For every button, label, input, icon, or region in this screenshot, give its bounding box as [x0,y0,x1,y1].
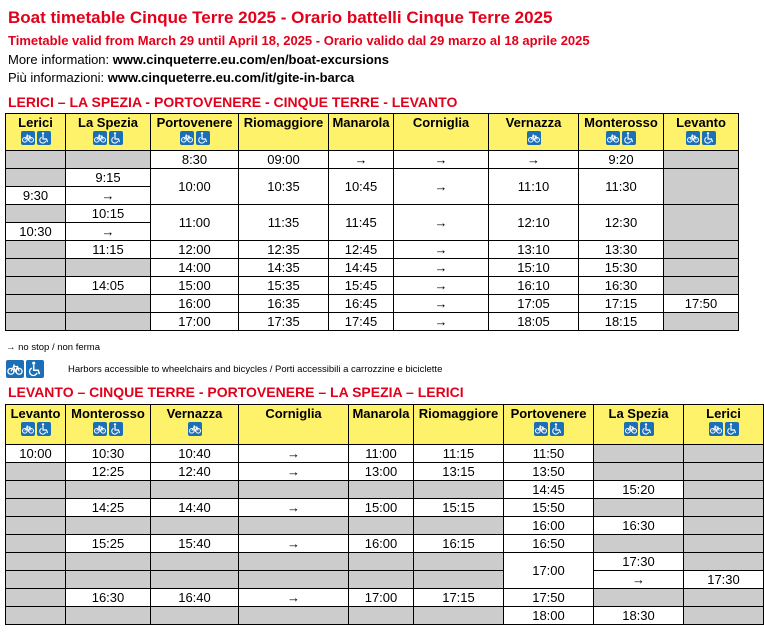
table-cell [239,517,349,535]
header-label: Portovenere [156,115,233,130]
table-cell [684,589,764,607]
table-cell: 16:10 [489,277,579,295]
table-cell: 14:45 [504,481,594,499]
table-cell [684,445,764,463]
table-row [6,241,739,259]
table-cell: 15:30 [579,259,664,277]
table-cell: → [239,535,349,553]
wheelchair-icon [622,131,636,145]
table-cell [594,499,684,517]
bicycle-icon [624,422,638,436]
table-row [6,205,739,223]
header-label: Corniglia [265,406,322,421]
table-cell: → [489,151,579,169]
table-cell [6,607,66,625]
table-cell: → [394,169,489,205]
table-cell: → [394,295,489,313]
table-cell [594,463,684,481]
table-cell: 12:25 [66,463,151,481]
table-cell: 16:35 [239,295,329,313]
route1-header-row [6,114,739,151]
table-cell: 15:25 [66,535,151,553]
table-row [6,295,739,313]
bicycle-icon [686,131,700,145]
table-cell [684,481,764,499]
table-cell [151,571,239,589]
table-cell: 15:10 [489,259,579,277]
bicycle-icon [180,131,194,145]
header-label: La Spezia [608,406,669,421]
table-row [6,445,764,463]
wheelchair-icon [196,131,210,145]
table-cell: 14:25 [66,499,151,517]
table-cell: 17:00 [151,313,239,331]
table-cell: 14:45 [329,259,394,277]
table-cell: 17:00 [504,553,594,589]
table-cell: → [394,205,489,241]
header-label: Levanto [10,406,61,421]
table-cell: 11:30 [579,169,664,205]
table-cell: 16:30 [594,517,684,535]
table-cell [664,169,739,205]
table-cell: → [239,445,349,463]
table-cell: 16:50 [504,535,594,553]
accessibility-icons [151,422,238,436]
route1-title: LERICI – LA SPEZIA - PORTOVENERE - CINQUE TERRE - LEVANTO [8,94,458,110]
table-cell: 18:15 [579,313,664,331]
table-cell: 10:00 [151,169,239,205]
bicycle-icon [93,131,107,145]
table-cell: 15:15 [414,499,504,517]
table-cell: 09:00 [239,151,329,169]
table-cell: 15:50 [504,499,594,517]
table-cell: 17:30 [594,553,684,571]
accessibility-icons [664,131,738,145]
table-cell [684,607,764,625]
route2-header-lerici [684,405,764,445]
accessibility-icons [579,131,663,145]
table-cell [594,589,684,607]
table-cell [664,205,739,241]
table-cell: → [394,151,489,169]
bicycle-icon [527,131,541,145]
table-cell: 8:30 [151,151,239,169]
table-cell: 11:10 [489,169,579,205]
route2-header-riomaggiore [414,405,504,445]
table-row [6,553,764,571]
table-row [6,481,764,499]
table-cell: 11:50 [504,445,594,463]
bicycle-icon [21,131,35,145]
route2-timetable [5,404,764,625]
table-row [6,151,739,169]
table-cell: 17:35 [239,313,329,331]
table-cell: 12:35 [239,241,329,259]
table-cell: 16:15 [414,535,504,553]
table-cell [6,463,66,481]
table-cell: 13:30 [579,241,664,259]
table-cell: 11:00 [349,445,414,463]
table-cell [66,313,151,331]
table-cell: 12:00 [151,241,239,259]
header-label: Riomaggiore [418,406,499,421]
table-row [6,517,764,535]
table-cell [66,151,151,169]
route1-timetable [5,113,739,331]
wheelchair-icon [37,131,51,145]
table-cell [414,517,504,535]
route1-header-vernazza [489,114,579,151]
bicycle-icon [21,422,35,436]
table-cell [6,295,66,313]
table-cell [414,607,504,625]
bicycle-icon [93,422,107,436]
header-label: Levanto [676,115,726,130]
table-cell [664,277,739,295]
route2-header-monterosso [66,405,151,445]
table-cell: 11:15 [66,241,151,259]
table-cell [66,607,151,625]
accessibility-icons [66,131,150,145]
wheelchair-icon [702,131,716,145]
route2-header-portovenere [504,405,594,445]
legend-accessible: Harbors accessible to wheelchairs and bicycles / Porti accessibili a carrozzine e biciclette [68,364,443,375]
table-cell: 16:30 [66,589,151,607]
route1-header-manarola [329,114,394,151]
header-label: Portovenere [510,406,587,421]
accessibility-icons [6,131,65,145]
table-cell: 16:00 [151,295,239,313]
wheelchair-icon [109,131,123,145]
table-cell: 15:00 [349,499,414,517]
table-cell [664,313,739,331]
table-cell: 11:35 [239,205,329,241]
route1-header-riomaggiore [239,114,329,151]
table-cell: 10:35 [239,169,329,205]
table-row [6,571,764,589]
table-row [6,259,739,277]
table-cell: 13:15 [414,463,504,481]
route1-header-portovenere [151,114,239,151]
bicycle-icon [606,131,620,145]
route1-header-levanto [664,114,739,151]
route1-header-corniglia [394,114,489,151]
header-label: Corniglia [412,115,470,130]
table-cell: 18:30 [594,607,684,625]
accessibility-icons [594,422,683,436]
header-label: Lerici [706,406,741,421]
table-cell [6,481,66,499]
table-cell: 9:30 [6,187,66,205]
table-cell: 15:35 [239,277,329,295]
bicycle-icon [534,422,548,436]
table-cell: 12:30 [579,205,664,241]
table-cell: 10:15 [66,205,151,223]
table-cell: 11:00 [151,205,239,241]
accessibility-icons [151,131,238,145]
wheelchair-icon [725,422,739,436]
table-cell [349,517,414,535]
table-cell [349,481,414,499]
table-cell: 10:30 [66,445,151,463]
table-cell: → [239,589,349,607]
table-cell [664,151,739,169]
piu-info-line [8,70,354,85]
route2-header-vernazza [151,405,239,445]
table-cell [349,553,414,571]
table-row [6,463,764,481]
wheelchair-icon [109,422,123,436]
table-cell [6,589,66,607]
table-cell: → [329,151,394,169]
table-cell [6,553,66,571]
table-row [6,589,764,607]
header-label: La Spezia [78,115,138,130]
table-cell: 17:15 [579,295,664,313]
table-cell: 12:45 [329,241,394,259]
table-cell: 16:30 [579,277,664,295]
table-cell: 9:20 [579,151,664,169]
legend-accessible-icons [6,360,44,378]
wheelchair-icon [26,360,44,378]
table-cell: 17:45 [329,313,394,331]
accessibility-icons [504,422,593,436]
table-row [6,607,764,625]
header-label: Lerici [18,115,53,130]
accessibility-icons [66,422,150,436]
table-cell [684,553,764,571]
table-cell: 9:15 [66,169,151,187]
legend-no-stop: → no stop / non ferma [6,342,100,353]
table-cell [594,445,684,463]
accessibility-icons [489,131,578,145]
table-cell: 14:35 [239,259,329,277]
table-cell [239,607,349,625]
route2-header-levanto [6,405,66,445]
table-cell [684,463,764,481]
route2-header-manarola [349,405,414,445]
table-cell: 13:10 [489,241,579,259]
table-cell: 17:15 [414,589,504,607]
table-cell [239,553,349,571]
header-label: Monterosso [584,115,658,130]
table-cell: 16:00 [504,517,594,535]
table-cell [684,517,764,535]
table-cell: 16:45 [329,295,394,313]
table-cell: 13:50 [504,463,594,481]
header-label: Manarola [352,406,410,421]
table-cell: 17:00 [349,589,414,607]
bicycle-icon [188,422,202,436]
table-row [6,277,739,295]
route2-header-corniglia [239,405,349,445]
table-cell: 14:00 [151,259,239,277]
table-cell [349,607,414,625]
table-cell [6,313,66,331]
table-cell: → [66,223,151,241]
table-cell: 10:00 [6,445,66,463]
table-cell [6,205,66,223]
table-cell: 17:50 [664,295,739,313]
header-label: Riomaggiore [243,115,324,130]
table-cell: 17:50 [504,589,594,607]
table-cell [6,517,66,535]
more-info-link[interactable]: www.cinqueterre.eu.com/en/boat-excursions [112,52,389,67]
table-cell [151,481,239,499]
table-cell [6,571,66,589]
table-cell: 16:40 [151,589,239,607]
table-cell: 10:45 [329,169,394,205]
table-cell [414,481,504,499]
table-row [6,499,764,517]
header-label: Vernazza [166,406,223,421]
route1-header-lerici [6,114,66,151]
table-cell: → [394,277,489,295]
table-cell [6,499,66,517]
table-cell: 12:40 [151,463,239,481]
table-cell: 13:00 [349,463,414,481]
header-label: Manarola [332,115,390,130]
table-cell [66,481,151,499]
table-cell [664,259,739,277]
bicycle-icon [709,422,723,436]
table-cell: → [394,241,489,259]
table-cell [66,553,151,571]
table-cell [66,295,151,313]
page-title: Boat timetable Cinque Terre 2025 - Orario battelli Cinque Terre 2025 [8,8,553,27]
table-cell: → [239,463,349,481]
table-row [6,169,739,187]
table-row [6,535,764,553]
table-cell [664,241,739,259]
wheelchair-icon [37,422,51,436]
table-cell [151,607,239,625]
table-cell [6,259,66,277]
route1-header-la-spezia [66,114,151,151]
table-cell [414,553,504,571]
table-cell: 15:40 [151,535,239,553]
table-cell [414,571,504,589]
table-cell: 18:00 [504,607,594,625]
table-cell [239,481,349,499]
table-cell: 17:30 [684,571,764,589]
table-cell [594,535,684,553]
table-cell [151,517,239,535]
wheelchair-icon [550,422,564,436]
table-cell: 11:45 [329,205,394,241]
table-cell: 14:40 [151,499,239,517]
table-cell: → [394,313,489,331]
table-cell [684,499,764,517]
table-cell: 15:00 [151,277,239,295]
table-cell: → [394,259,489,277]
route2-header-la-spezia [594,405,684,445]
table-cell: 12:10 [489,205,579,241]
table-cell: → [239,499,349,517]
accessibility-icons [684,422,763,436]
table-cell [151,553,239,571]
table-cell [66,571,151,589]
table-cell [6,151,66,169]
bicycle-icon [6,360,24,378]
table-cell: 11:15 [414,445,504,463]
table-row [6,313,739,331]
table-cell: 15:45 [329,277,394,295]
table-cell: → [66,187,151,205]
route2-header-row [6,405,764,445]
table-cell: 17:05 [489,295,579,313]
table-cell [6,535,66,553]
table-cell [66,517,151,535]
table-cell: 14:05 [66,277,151,295]
table-cell: 10:40 [151,445,239,463]
table-cell [239,571,349,589]
wheelchair-icon [640,422,654,436]
table-cell [6,169,66,187]
header-label: Vernazza [505,115,562,130]
table-cell: 16:00 [349,535,414,553]
table-cell [6,277,66,295]
table-cell: → [594,571,684,589]
piu-info-label: Più informazioni: [8,70,108,85]
more-info-line [8,52,389,67]
header-label: Monterosso [71,406,145,421]
table-cell [6,241,66,259]
more-info-label: More information: [8,52,113,67]
accessibility-icons [6,422,65,436]
route1-header-monterosso [579,114,664,151]
piu-info-link[interactable]: www.cinqueterre.eu.com/it/gite-in-barca [107,70,355,85]
validity-text: Timetable valid from March 29 until April 18, 2025 - Orario valido dal 29 marzo al 18 aprile 2025 [8,33,590,48]
route2-title: LEVANTO – CINQUE TERRE - PORTOVENERE – LA SPEZIA – LERICI [8,384,464,400]
table-cell: 10:30 [6,223,66,241]
table-cell [684,535,764,553]
table-cell: 15:20 [594,481,684,499]
table-cell [66,259,151,277]
table-cell: 18:05 [489,313,579,331]
table-cell [349,571,414,589]
